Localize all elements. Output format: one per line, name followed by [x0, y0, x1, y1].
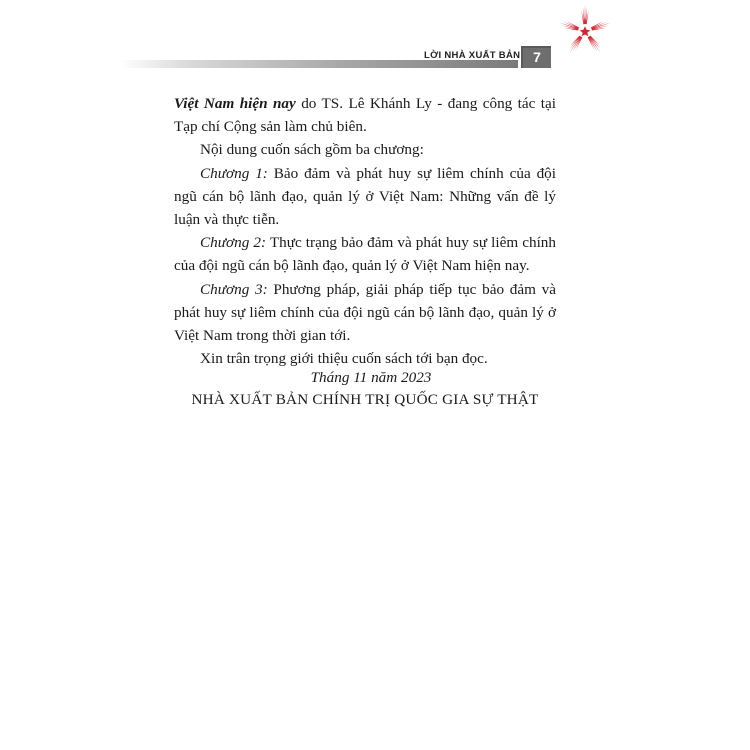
body-text: [174, 92, 556, 370]
logo-ray: [585, 4, 586, 24]
chapter-paragraph-1: [174, 162, 556, 232]
page-number: 7: [521, 46, 551, 68]
contents-intro-paragraph: Nội dung cuốn sách gồm ba chương:: [200, 141, 424, 159]
chapter-label: Chương 2:: [200, 234, 267, 252]
signature-publisher: NHÀ XUẤT BẢN CHÍNH TRỊ QUỐC GIA SỰ THẬT: [191, 391, 539, 408]
chapter-label: Chương 1:: [200, 164, 268, 182]
publisher-star-logo-icon: [556, 2, 614, 60]
header-rule: [120, 60, 518, 68]
chapter-description: Phương pháp, giải pháp tiếp tục bảo đảm và phát huy sự liêm chính của đội ngũ cán bộ lãnh đạo, quản lý ở Việt Nam trong thời gian tới.: [174, 280, 556, 345]
chapter-description: Bảo đảm và phát huy sự liêm chính của đội ngũ cán bộ lãnh đạo, quản lý ở Việt Nam: Những vấn đề lý luận và thực tiễn.: [174, 164, 556, 229]
chapter-label: Chương 3:: [200, 280, 268, 298]
intro-text: do TS. Lê Khánh Ly - đang công tác tại Tạp chí Cộng sản làm chủ biên.: [174, 95, 556, 136]
chapter-description: Thực trạng bảo đảm và phát huy sự liêm chính của đội ngũ cán bộ lãnh đạo, quản lý ở Việt Nam hiện nay.: [174, 234, 556, 275]
chapter-paragraph-3: [174, 278, 556, 348]
book-title-fragment: Việt Nam hiện nay: [174, 95, 296, 112]
running-header-title: LỜI NHÀ XUẤT BẢN: [424, 50, 521, 61]
closing-paragraph: Xin trân trọng giới thiệu cuốn sách tới bạn đọc.: [200, 350, 488, 368]
intro-paragraph: [174, 92, 556, 138]
chapter-paragraph-2: [174, 231, 556, 277]
signature-date: Tháng 11 năm 2023: [310, 369, 432, 386]
